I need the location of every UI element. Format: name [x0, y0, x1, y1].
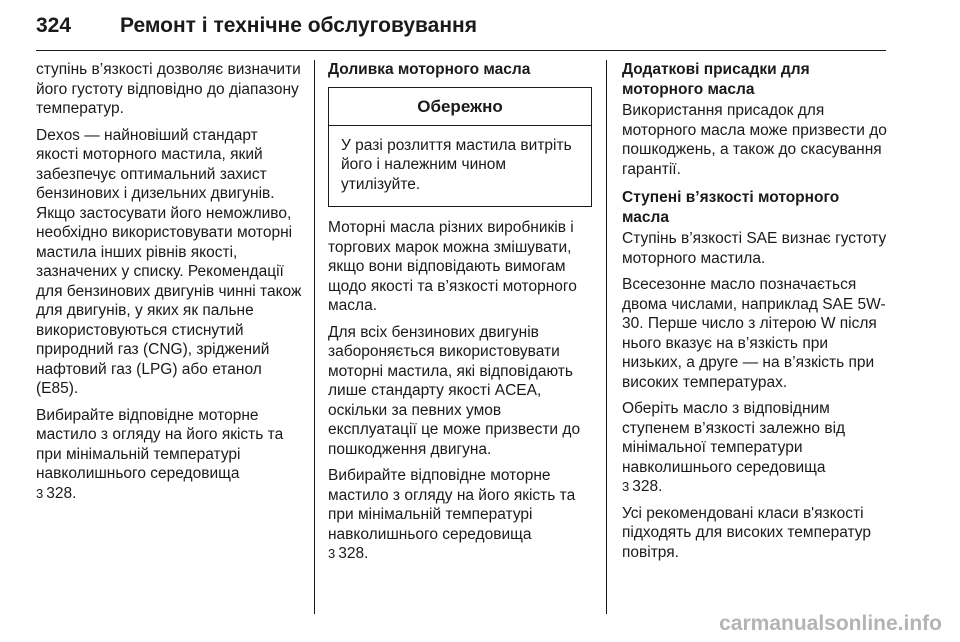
paragraph: Dexos — найновіший стандарт якості моторного мастила, який забезпечує оптимальний захист бензинових і дизельних двигунів. Якщо застосувати його неможливо, необхідно використовувати моторні мастила інших рівнів якості, зазначених у списку. Рекомендації для бензинових двигунів чинні також для двигунів, у яких як пальне використовуються стиснутий природний газ (CNG), зріджений нафтовий газ (LPG) або етанол (E85). [36, 126, 302, 397]
page-reference[interactable] [328, 544, 592, 564]
reference-page: 328. [632, 478, 663, 495]
paragraph: Ступінь в’язкості SAE визнає густоту моторного мастила. [622, 230, 887, 267]
column-divider-right [606, 60, 607, 614]
column-left [36, 60, 304, 510]
section-heading: Ступені в’язкості моторного масла [622, 189, 840, 226]
section-heading: Додаткові присадки для моторного масла [622, 61, 810, 98]
paragraph: Для всіх бензинових двигунів забороняється використовувати моторні мастила, які відповідають лише стандарту якості ACEA, оскільки за певних умов експлуатації це може призвести до пошкодження двигуна. [328, 323, 581, 458]
page-number: 324 [36, 14, 72, 37]
column-middle [328, 60, 592, 571]
paragraph: Вибирайте відповідне моторне мастило з огляду на його якість та при мінімальній температурі навколишнього середовища [36, 406, 284, 482]
caution-text: У разі розлиття мастила витріть його і належним чином утилізуйте. [341, 136, 572, 193]
caution-box [328, 87, 592, 208]
page-reference[interactable] [36, 484, 304, 504]
page-header [36, 14, 886, 54]
paragraph: ступінь в’язкості дозволяє визначити його густоту відповідно до діапазону температур. [36, 61, 301, 117]
header-rule [36, 50, 886, 51]
paragraph: Вибирайте відповідне моторне мастило з огляду на його якість та при мінімальній температурі навколишнього середовища [328, 467, 576, 543]
caution-title: Обережно [329, 88, 591, 126]
reference-arrow-icon: 3 [622, 479, 630, 494]
column-right [622, 60, 890, 569]
running-title: Ремонт і технічне обслуговування [120, 14, 477, 37]
watermark: carmanualsonline.info [719, 612, 942, 635]
column-divider-left [314, 60, 315, 614]
paragraph: Оберіть масло з відповідним ступенем в’язкості залежно від мінімальної температури навколишнього середовища [622, 400, 846, 476]
reference-arrow-icon: 3 [36, 485, 44, 501]
paragraph: Моторні масла різних виробників і торгових марок можна змішувати, якщо вони відповідають вимогам щодо якості та в’язкості моторного масла. [328, 219, 577, 314]
reference-page: 328. [46, 484, 77, 502]
paragraph: Усі рекомендовані класи в'язкості підходять для високих температур повітря. [622, 504, 871, 561]
section-heading: Доливка моторного масла [328, 61, 531, 78]
page-reference[interactable] [622, 477, 890, 497]
reference-arrow-icon: 3 [328, 546, 336, 561]
reference-page: 328. [338, 545, 369, 562]
paragraph: Використання присадок для моторного масла може призвести до пошкоджень, а також до скасування гарантії. [622, 102, 887, 178]
paragraph: Всесезонне масло позначається двома числами, наприклад SAE 5W-30. Перше число з літерою W після нього вказує на в’язкість при низьких, а друге — на в’язкість при високих температурах. [622, 276, 886, 391]
